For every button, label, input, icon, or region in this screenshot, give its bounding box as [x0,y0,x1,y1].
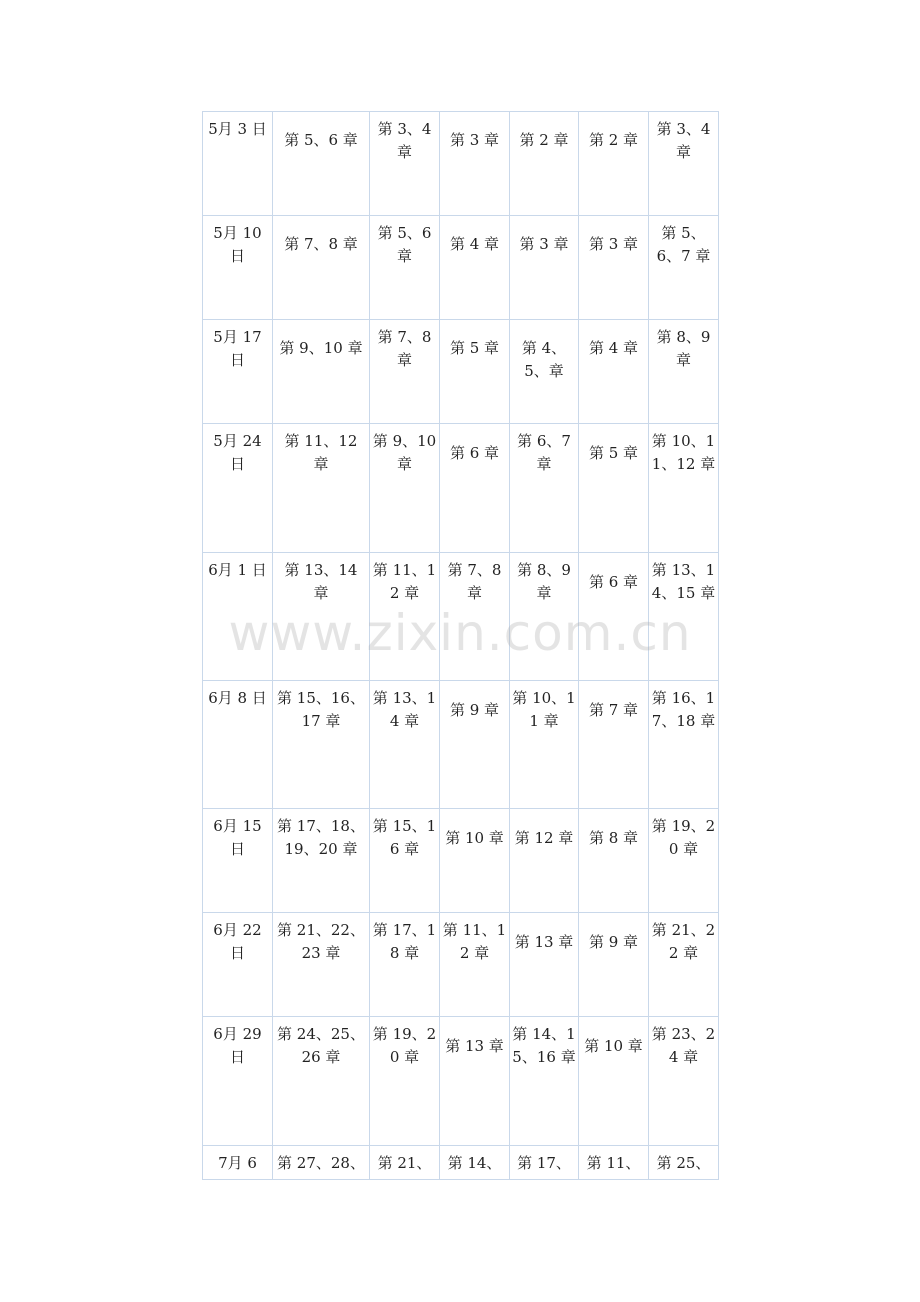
chapter-text: 第 15、16 章 [372,817,437,858]
date-cell [203,320,273,424]
chapter-text: 第 21、 [377,1154,432,1172]
watermark-text: www.zixin.com.cn [228,604,692,662]
chapter-text: 第 6 章 [449,444,500,462]
chapter-text: 第 7、8 章 [447,561,502,602]
chapter-text: 第 3 章 [449,131,500,149]
chapter-cell [510,1146,579,1180]
date-text: 6月 8 日 [208,689,267,707]
table-row [203,809,719,913]
table-row [203,112,719,216]
chapter-text: 第 10 章 [584,1037,643,1055]
chapter-text: 第 3 章 [519,235,569,253]
chapter-cell [370,216,440,320]
chapter-text: 第 21、22、23 章 [277,921,365,962]
chapter-cell [370,1146,440,1180]
date-text: 5月 17 日 [213,328,262,369]
table-row [203,216,719,320]
chapter-cell [579,1017,649,1146]
chapter-cell [649,320,719,424]
chapter-cell [370,913,440,1017]
chapter-text: 第 21、22 章 [651,921,716,962]
chapter-cell [510,681,579,809]
date-cell [203,809,273,913]
chapter-text: 第 6、7 章 [517,432,571,473]
chapter-cell [510,320,579,424]
chapter-text: 第 7、8 章 [284,235,358,253]
chapter-cell [440,424,510,553]
chapter-cell [649,1146,719,1180]
chapter-text: 第 5、6 章 [284,131,358,149]
chapter-cell [370,809,440,913]
chapter-text: 第 2 章 [588,131,639,149]
table-row [203,424,719,553]
chapter-cell [440,216,510,320]
chapter-text: 第 25、 [656,1154,711,1172]
chapter-cell [579,424,649,553]
chapter-text: 第 17、18 章 [372,921,437,962]
chapter-text: 第 7、8 章 [377,328,432,369]
date-text: 6月 22 日 [213,921,262,962]
date-text: 5月 10 日 [213,224,262,265]
chapter-cell [579,1146,649,1180]
chapter-text: 第 13、14、15 章 [651,561,716,602]
chapter-cell [370,112,440,216]
date-cell [203,681,273,809]
chapter-cell [440,553,510,681]
date-text: 5月 24 日 [213,432,262,473]
chapter-cell [510,1017,579,1146]
chapter-text: 第 6 章 [588,573,639,591]
date-cell [203,553,273,681]
chapter-cell [440,913,510,1017]
date-cell [203,1017,273,1146]
chapter-text: 第 9、10 章 [372,432,437,473]
chapter-text: 第 13、14 章 [372,689,437,730]
chapter-cell [440,112,510,216]
chapter-text: 第 12 章 [514,829,574,847]
chapter-text: 第 10、11、12 章 [651,432,716,473]
date-cell [203,424,273,553]
chapter-cell [273,424,370,553]
chapter-cell [273,553,370,681]
chapter-text: 第 9 章 [449,701,500,719]
chapter-text: 第 17、18、19、20 章 [277,817,365,858]
chapter-text: 第 2 章 [519,131,569,149]
chapter-text: 第 5 章 [588,444,639,462]
chapter-cell [440,320,510,424]
chapter-text: 第 27、28、 [277,1154,365,1172]
chapter-text: 第 8、9 章 [656,328,711,369]
chapter-cell [579,112,649,216]
chapter-cell [273,809,370,913]
chapter-text: 第 14、15、16 章 [512,1025,576,1066]
chapter-text: 第 11、12 章 [372,561,437,602]
chapter-cell [649,681,719,809]
chapter-text: 第 9 章 [588,933,639,951]
chapter-text: 第 19、20 章 [651,817,716,858]
chapter-cell [579,913,649,1017]
chapter-cell [649,424,719,553]
chapter-text: 第 3、4 章 [656,120,711,161]
chapter-cell [510,913,579,1017]
chapter-cell [273,216,370,320]
chapter-cell [579,681,649,809]
table-row [203,913,719,1017]
chapter-cell [370,424,440,553]
chapter-cell [370,553,440,681]
date-text: 6月 1 日 [208,561,267,579]
chapter-cell [579,320,649,424]
chapter-cell [510,424,579,553]
chapter-text: 第 16、17、18 章 [651,689,716,730]
chapter-cell [510,216,579,320]
chapter-text: 第 13、14 章 [284,561,358,602]
chapter-cell [370,320,440,424]
chapter-cell [273,1017,370,1146]
chapter-text: 第 9、10 章 [279,339,363,357]
chapter-cell [649,1017,719,1146]
chapter-text: 第 14、 [447,1154,502,1172]
chapter-cell [649,553,719,681]
date-cell [203,913,273,1017]
chapter-cell [579,809,649,913]
chapter-cell [649,216,719,320]
chapter-cell [579,216,649,320]
date-text: 6月 29 日 [213,1025,262,1066]
chapter-text: 第 3、4 章 [377,120,432,161]
date-cell [203,216,273,320]
table-row [203,681,719,809]
chapter-text: 第 8 章 [588,829,639,847]
chapter-text: 第 17、 [517,1154,571,1172]
chapter-text: 第 15、16、17 章 [277,689,365,730]
chapter-cell [510,112,579,216]
chapter-text: 第 11、12 章 [284,432,358,473]
chapter-text: 第 23、24 章 [651,1025,716,1066]
chapter-text: 第 3 章 [588,235,639,253]
chapter-cell [649,112,719,216]
chapter-cell [579,553,649,681]
chapter-cell [649,809,719,913]
chapter-cell [440,809,510,913]
chapter-cell [649,913,719,1017]
chapter-cell [370,1017,440,1146]
chapter-cell [510,809,579,913]
chapter-cell [440,1017,510,1146]
chapter-text: 第 4 章 [588,339,639,357]
chapter-text: 第 10 章 [445,829,504,847]
chapter-text: 第 7 章 [588,701,639,719]
table-row [203,1017,719,1146]
chapter-cell [273,913,370,1017]
chapter-text: 第 11、12 章 [442,921,507,962]
date-text: 5月 3 日 [208,120,267,138]
chapter-cell [273,320,370,424]
chapter-text: 第 11、 [586,1154,641,1172]
date-cell [203,1146,273,1180]
date-text: 6月 15 日 [213,817,262,858]
date-text: 7月 6 [218,1154,257,1172]
table-row [203,553,719,681]
chapter-cell [273,1146,370,1180]
table-row [203,320,719,424]
chapter-text: 第 13 章 [445,1037,504,1055]
chapter-cell [440,1146,510,1180]
chapter-text: 第 10、11 章 [512,689,576,730]
schedule-body [203,112,719,1180]
chapter-cell [510,553,579,681]
schedule-table [202,111,719,1180]
chapter-text: 第 19、20 章 [372,1025,437,1066]
chapter-text: 第 5、6 章 [377,224,432,265]
date-cell [203,112,273,216]
chapter-cell [273,681,370,809]
chapter-cell [440,681,510,809]
chapter-text: 第 5、6、7 章 [656,224,711,265]
chapter-text: 第 13 章 [514,933,574,951]
chapter-cell [273,112,370,216]
chapter-text: 第 8、9 章 [517,561,571,602]
chapter-cell [370,681,440,809]
chapter-text: 第 5 章 [449,339,500,357]
chapter-text: 第 24、25、26 章 [277,1025,365,1066]
table-row [203,1146,719,1180]
chapter-text: 第 4、5、章 [521,339,567,380]
chapter-text: 第 4 章 [449,235,500,253]
